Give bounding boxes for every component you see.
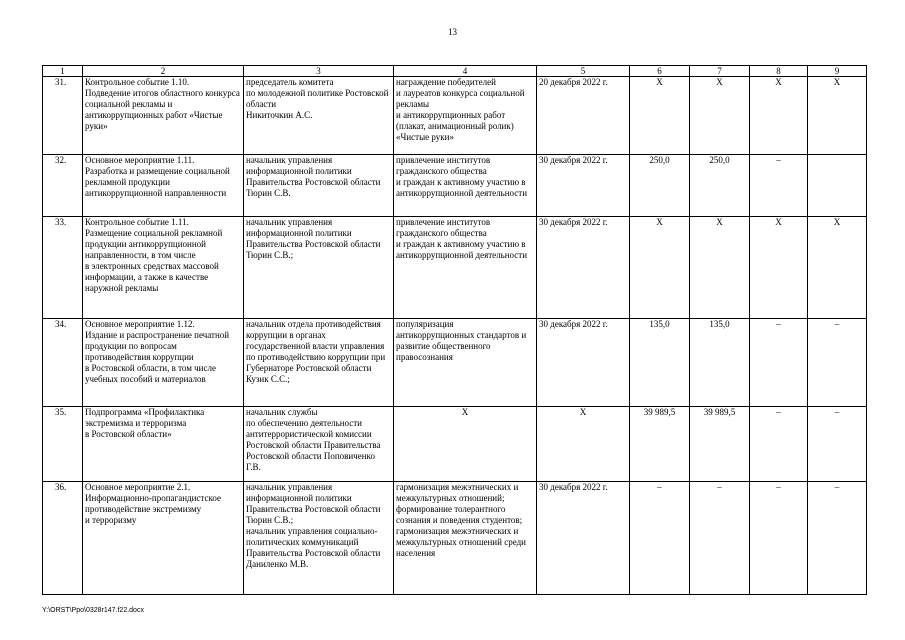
table-row [43,217,867,319]
column-header: 5 [537,66,630,77]
value-cell: – [808,482,867,595]
responsible-cell: начальник управления информационной политики Правительства Ростовской области Тюрин С.В. [244,155,394,217]
column-header: 7 [690,66,750,77]
date-cell: 30 декабря 2022 г. [537,482,630,595]
column-header: 1 [43,66,83,77]
column-header: 2 [83,66,244,77]
value-cell: – [808,319,867,407]
result-cell: награждение победителей и лауреатов конкурса социальной рекламы и антикоррупционных работ (плакат, анимационный ролик) «Чистые руки» [394,77,537,155]
row-number: 36. [43,482,83,595]
column-number-row [43,66,867,77]
responsible-cell: начальник службы по обеспечению деятельности антитеррористической комиссии Ростовской области Правительства Ростовской области Поповиченко Г.В. [244,407,394,482]
value-cell: – [630,482,690,595]
event-cell: Основное мероприятие 1.12. Издание и распространение печатной продукции по вопросам противодействия коррупции в Ростовской области, в том числе учебных пособий и материалов [83,319,244,407]
row-number: 33. [43,217,83,319]
value-cell: 250,0 [690,155,750,217]
value-cell: – [750,155,808,217]
date-cell: 30 декабря 2022 г. [537,217,630,319]
value-cell: 135,0 [690,319,750,407]
row-number: 34. [43,319,83,407]
value-cell [808,155,867,217]
date-cell: 30 декабря 2022 г. [537,155,630,217]
value-cell: X [750,217,808,319]
value-cell: X [750,77,808,155]
responsible-cell: председатель комитета по молодежной политике Ростовской области Никиточкин А.С. [244,77,394,155]
value-cell: 39 989,5 [630,407,690,482]
table-row [43,319,867,407]
event-cell: Основное мероприятие 2.1. Информационно-пропагандистское противодействие экстремизму и терроризму [83,482,244,595]
value-cell: 250,0 [630,155,690,217]
value-cell: X [690,77,750,155]
date-cell: 20 декабря 2022 г. [537,77,630,155]
date-cell: 30 декабря 2022 г. [537,319,630,407]
table-row [43,407,867,482]
column-header: 3 [244,66,394,77]
event-cell: Основное мероприятие 1.11. Разработка и размещение социальной рекламной продукции антикоррупционной направленности [83,155,244,217]
column-header: 8 [750,66,808,77]
value-cell: – [750,482,808,595]
result-cell: привлечение институтов гражданского общества и граждан к активному участию в антикоррупционной деятельности [394,217,537,319]
value-cell: X [808,217,867,319]
responsible-cell: начальник управления информационной политики Правительства Ростовской области Тюрин С.В.; [244,217,394,319]
event-cell: Контрольное событие 1.10. Подведение итогов областного конкурса социальной рекламы и антикоррупционных работ «Чистые руки» [83,77,244,155]
row-number: 35. [43,407,83,482]
table-row [43,482,867,595]
value-cell: – [750,319,808,407]
result-cell: привлечение институтов гражданского общества и граждан к активному участию в антикоррупционной деятельности [394,155,537,217]
value-cell: – [808,407,867,482]
result-cell: гармонизация межэтнических и межкультурных отношений; формирование толерантного сознания и поведения студентов; гармонизация межэтнических и межкультурных отношений среди населения [394,482,537,595]
column-header: 6 [630,66,690,77]
table-row [43,155,867,217]
event-cell: Подпрограмма «Профилактика экстремизма и терроризма в Ростовской области» [83,407,244,482]
value-cell: – [690,482,750,595]
row-number: 32. [43,155,83,217]
table-row [43,77,867,155]
value-cell: 135,0 [630,319,690,407]
row-number: 31. [43,77,83,155]
responsible-cell: начальник отдела противодействия коррупции в органах государственной власти управления по противодействию коррупции при Губернаторе Ростовской области Кузик С.С.; [244,319,394,407]
page-number: 13 [448,27,457,37]
result-cell: X [394,407,537,482]
value-cell: X [630,217,690,319]
value-cell: – [750,407,808,482]
column-header: 4 [394,66,537,77]
result-cell: популяризация антикоррупционных стандартов и развитие общественного правосознания [394,319,537,407]
value-cell: X [690,217,750,319]
plan-table [42,65,867,595]
responsible-cell: начальник управления информационной политики Правительства Ростовской области Тюрин С.В.; начальник управления социально-политических коммуникаций Правительства Ростовской области Даниленко М.В. [244,482,394,595]
file-path-footer: Y:\ORST\Ppo\0328r147.f22.docx [42,607,144,614]
value-cell: X [808,77,867,155]
date-cell: X [537,407,630,482]
column-header: 9 [808,66,867,77]
value-cell: 39 989,5 [690,407,750,482]
event-cell: Контрольное событие 1.11. Размещение социальной рекламной продукции антикоррупционной направленности, в том числе в электронных средствах массовой информации, а также в качестве наружной рекламы [83,217,244,319]
value-cell: X [630,77,690,155]
